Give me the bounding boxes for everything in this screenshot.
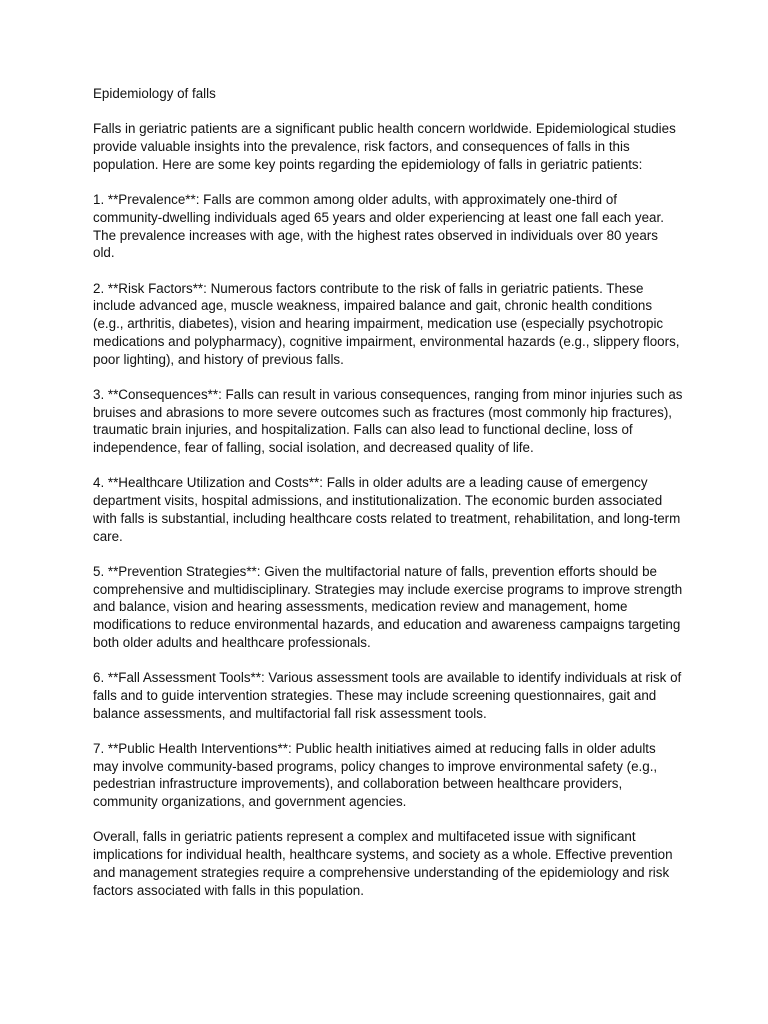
point-risk-factors: 2. **Risk Factors**: Numerous factors contribute to the risk of falls in geriatric patients. These include advanced age, muscle weakness, impaired balance and gait, chronic health conditions (e.g., arthritis, diabetes), vision and hearing impairment, medication use (especially psychotropic medications and polypharmacy), cognitive impairment, environmental hazards (e.g., slippery floors, poor lighting), and history of previous falls. <box>93 280 680 367</box>
document-title: Epidemiology of falls <box>93 86 216 101</box>
point-prevention-strategies: 5. **Prevention Strategies**: Given the multifactorial nature of falls, prevention efforts should be comprehensive and multidisciplinary. Strategies may include exercise programs to improve strength and balance, vision and hearing assessments, medication review and management, home modifications to reduce environmental hazards, and education and awareness campaigns targeting both older adults and healthcare professionals. <box>93 563 683 650</box>
point-consequences: 3. **Consequences**: Falls can result in various consequences, ranging from minor injuries such as bruises and abrasions to more severe outcomes such as fractures (most commonly hip fractures), traumatic brain injuries, and hospitalization. Falls can also lead to functional decline, loss of independence, fear of falling, social isolation, and decreased quality of life. <box>93 386 683 455</box>
point-prevalence: 1. **Prevalence**: Falls are common among older adults, with approximately one-third of community-dwelling individuals aged 65 years and older experiencing at least one fall each year. The prevalence increases with age, with the highest rates observed in individuals over 80 years old. <box>93 192 664 261</box>
document-page <box>93 85 683 917</box>
conclusion-paragraph: Overall, falls in geriatric patients represent a complex and multifaceted issue with significant implications for individual health, healthcare systems, and society as a whole. Effective prevention and management strategies require a comprehensive understanding of the epidemiology and risk factors associated with falls in this population. <box>93 829 673 898</box>
intro-paragraph: Falls in geriatric patients are a significant public health concern worldwide. Epidemiological studies provide valuable insights into the prevalence, risk factors, and consequences of falls in this population. Here are some key points regarding the epidemiology of falls in geriatric patients: <box>93 121 676 172</box>
point-assessment-tools: 6. **Fall Assessment Tools**: Various assessment tools are available to identify individuals at risk of falls and to guide intervention strategies. These may include screening questionnaires, gait and balance assessments, and multifactorial fall risk assessment tools. <box>93 670 682 721</box>
point-healthcare-costs: 4. **Healthcare Utilization and Costs**: Falls in older adults are a leading cause of emergency department visits, hospital admissions, and institutionalization. The economic burden associated with falls is substantial, including healthcare costs related to treatment, rehabilitation, and long-term care. <box>93 475 681 544</box>
point-public-health: 7. **Public Health Interventions**: Public health initiatives aimed at reducing falls in older adults may involve community-based programs, policy changes to improve environmental safety (e.g., pedestrian infrastructure improvements), and collaboration between healthcare providers, community organizations, and government agencies. <box>93 740 658 809</box>
